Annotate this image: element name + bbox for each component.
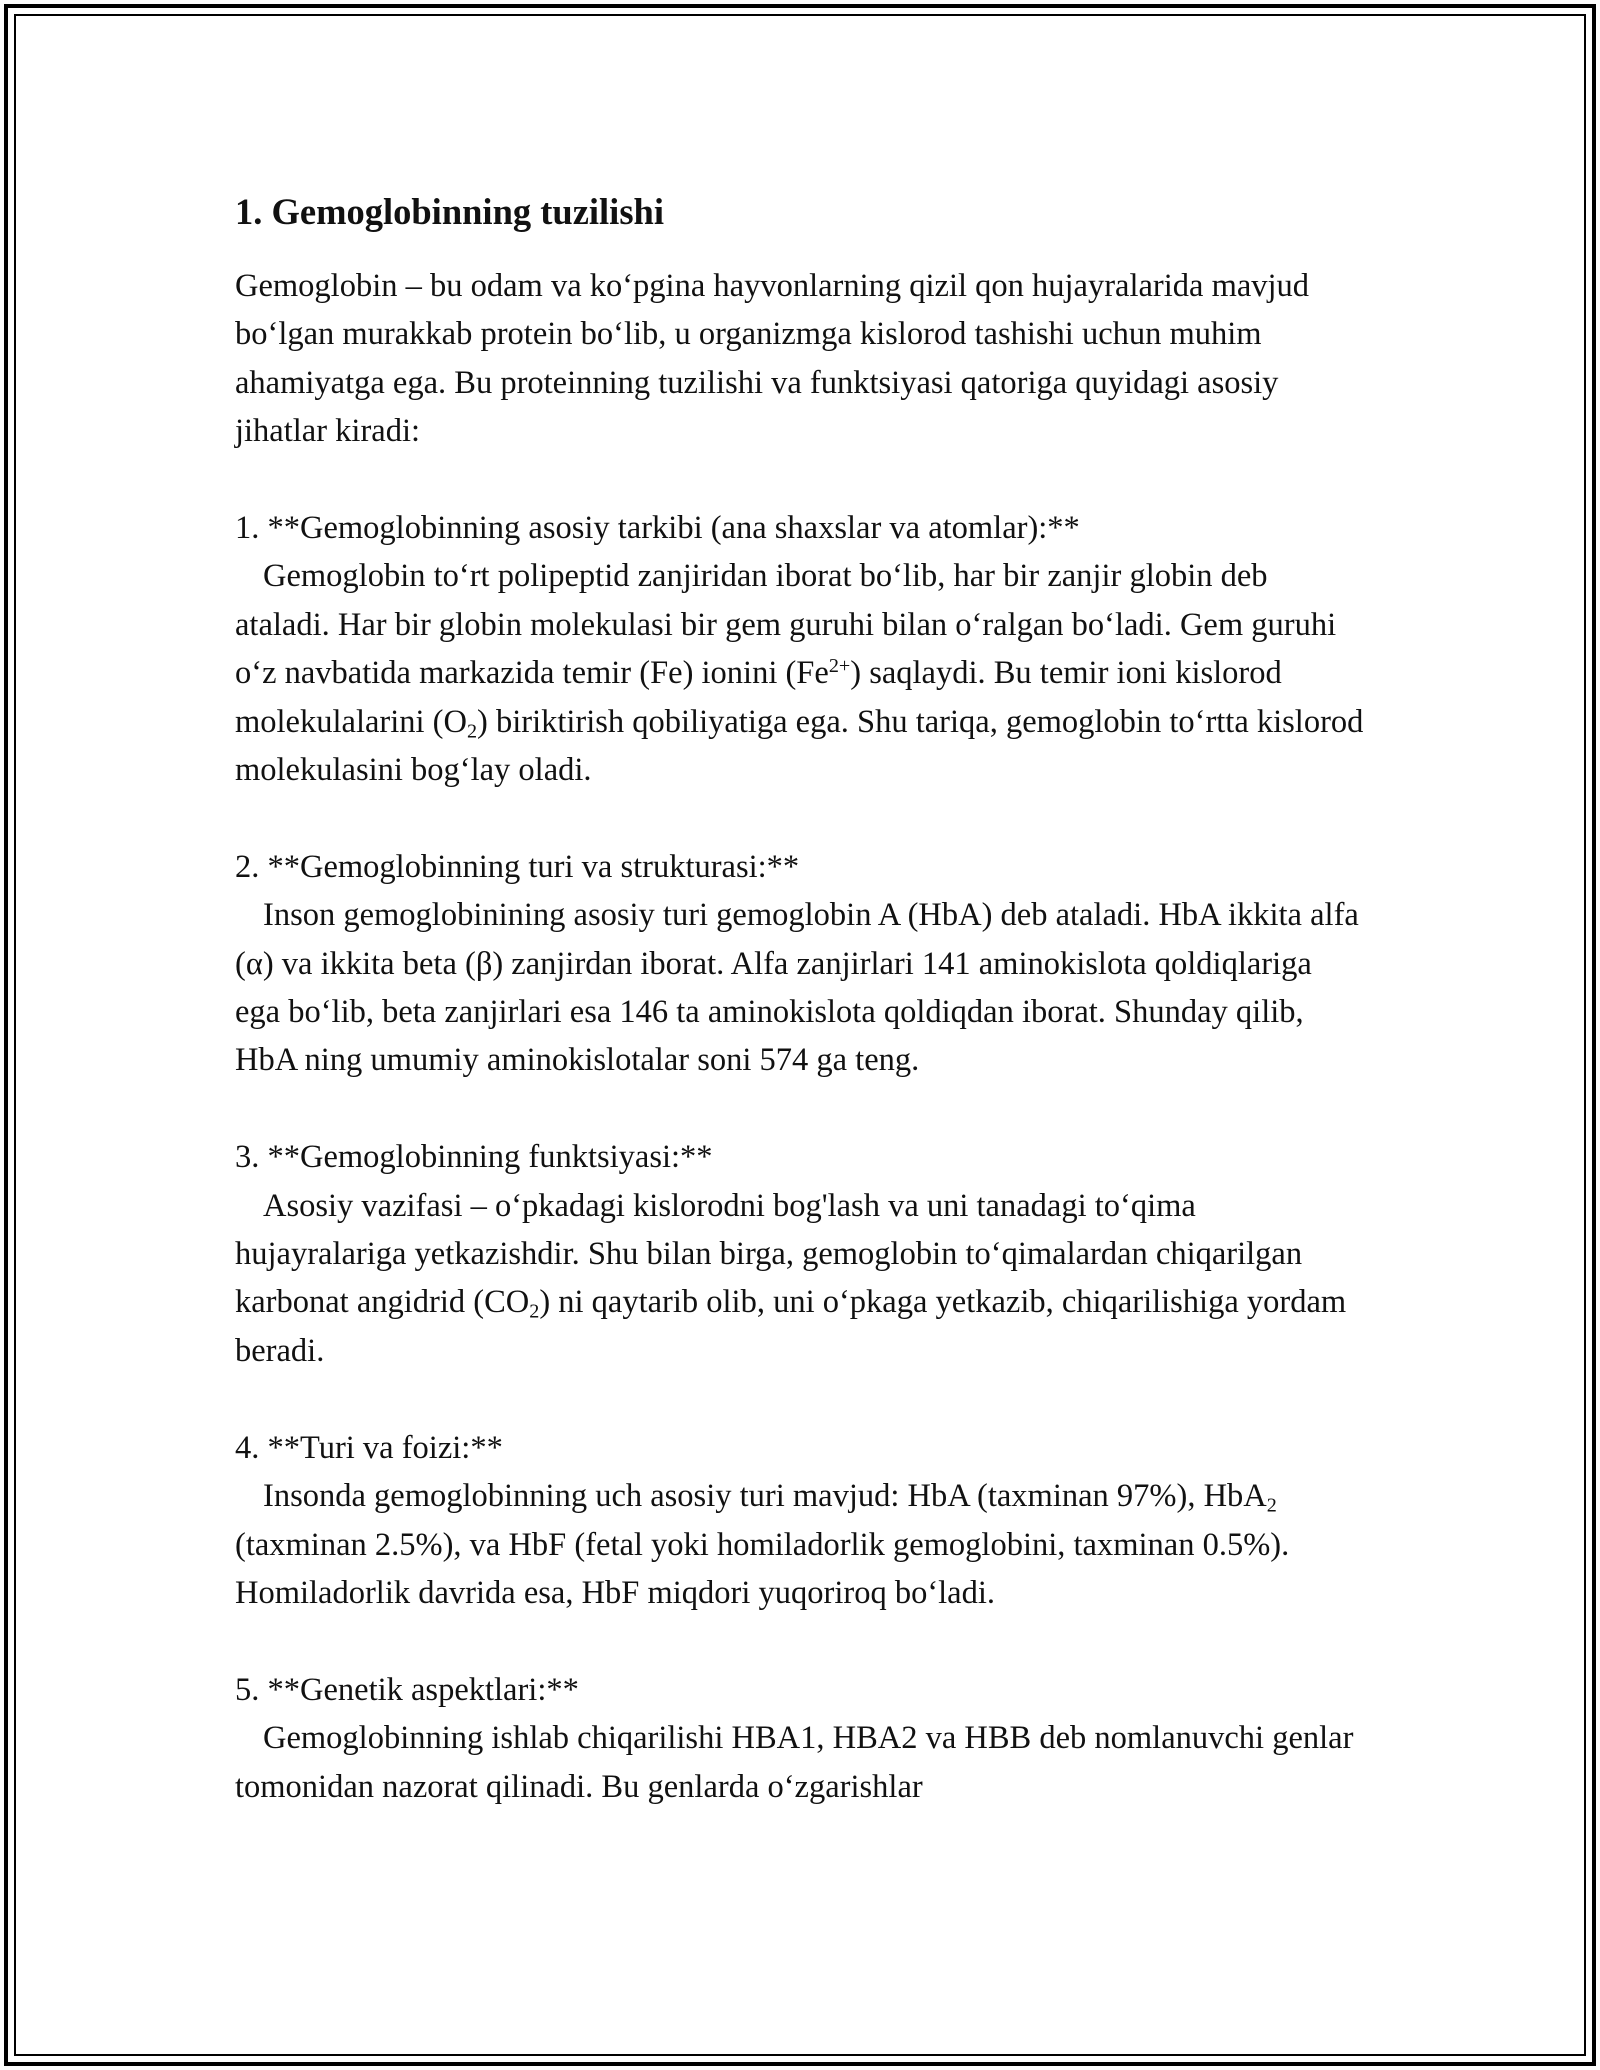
- superscript: 2+: [828, 655, 851, 678]
- list-item-body: [235, 1472, 1365, 1617]
- subscript: 2: [466, 720, 478, 743]
- list-item-body: [235, 552, 1365, 794]
- list-item-body: [235, 1182, 1365, 1376]
- list-item-body: Inson gemoglobinining asosiy turi gemoglobin A (HbA) deb ataladi. HbA ikkita alfa (α) va ikkita beta (β) zanjirdan iborat. Alfa zanjirlari 141 aminokislota qoldiqlariga ega bo‘lib, beta zanjirlari esa 146 ta aminokislota qoldiqdan iborat. Shunday qilib, HbA ning umumiy aminokislotalar soni 574 ga teng.: [235, 897, 1359, 1079]
- list-item-2: [235, 843, 1365, 1085]
- list-item-title: 5. **Genetik aspektlari:**: [235, 1671, 579, 1708]
- list-item-1: [235, 504, 1365, 794]
- subscript: 2: [1266, 1494, 1277, 1517]
- body-text: ) saqlaydi. Bu temir ioni kislorod molekulalarini (O: [235, 655, 1282, 740]
- list-item-5: [235, 1666, 1365, 1811]
- document-body: [235, 188, 1365, 1811]
- body-text: Insonda gemoglobinning uch asosiy turi mavjud: HbA (taxminan 97%), HbA: [263, 1478, 1267, 1515]
- intro-paragraph: Gemoglobin – bu odam va ko‘pgina hayvonlarning qizil qon hujayralarida mavjud bo‘lgan murakkab protein bo‘lib, u organizmga kislorod tashishi uchun muhim ahamiyatga ega. Bu proteinning tuzilishi va funktsiyasi qatoriga quyidagi asosiy jihatlar kiradi:: [235, 268, 1310, 450]
- list-item-title: 3. **Gemoglobinning funktsiyasi:**: [235, 1139, 713, 1176]
- subscript: 2: [529, 1301, 540, 1324]
- body-text: Asosiy vazifasi – o‘pkadagi kislorodni bog'lash va uni tanadagi to‘qima hujayralariga yetkazishdir. Shu bilan birga, gemoglobin to‘qimalardan chiqarilgan karbonat angidrid (CO: [235, 1187, 1303, 1321]
- list-item-title: 4. **Turi va foizi:**: [235, 1429, 503, 1466]
- list-item-3: [235, 1133, 1365, 1375]
- section-heading: 1. Gemoglobinning tuzilishi: [235, 191, 664, 232]
- list-item-title: 2. **Gemoglobinning turi va strukturasi:**: [235, 848, 800, 885]
- body-text: ) biriktirish qobiliyatiga ega. Shu tariqa, gemoglobin to‘rtta kislorod molekulasini bog‘lay oladi.: [235, 703, 1364, 789]
- list-item-body: Gemoglobinning ishlab chiqarilishi HBA1, HBA2 va HBB deb nomlanuvchi genlar tomonidan nazorat qilinadi. Bu genlarda o‘zgarishlar: [235, 1720, 1354, 1805]
- body-text: (taxminan 2.5%), va HbF (fetal yoki homiladorlik gemoglobini, taxminan 0.5%). Homiladorlik davrida esa, HbF miqdori yuqoriroq bo‘ladi.: [235, 1526, 1290, 1611]
- list-item-4: [235, 1424, 1365, 1618]
- list-item-title: 1. **Gemoglobinning asosiy tarkibi (ana shaxslar va atomlar):**: [235, 510, 1080, 547]
- body-text: Gemoglobin to‘rt polipeptid zanjiridan iborat bo‘lib, har bir zanjir globin deb ataladi. Har bir globin molekulasi bir gem guruhi bilan o‘ralgan bo‘ladi. Gem guruhi o‘z navbatida markazida temir (Fe) ionini (Fe: [235, 558, 1337, 692]
- body-text: ) ni qaytarib olib, uni o‘pkaga yetkazib, chiqarilishiga yordam beradi.: [235, 1284, 1347, 1369]
